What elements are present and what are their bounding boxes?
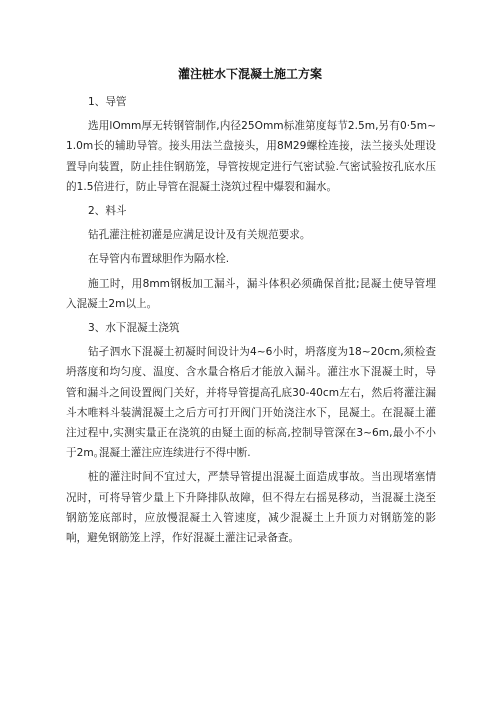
paragraph: 施工时，用8mm钢板加工漏斗，漏斗体积必须确保首批;昆凝土使导管埋入混凝土2m以上。 [66, 277, 436, 310]
section-heading: 1、导管 [88, 96, 127, 108]
section-hopper [66, 201, 436, 314]
section-heading: 2、料斗 [88, 205, 127, 218]
section-conduit [66, 92, 436, 197]
paragraph: 在导管内布置球胆作为隔水栓. [88, 253, 230, 266]
paragraph: 桩的灌注时间不宜过大，严禁导管提出混凝土面造成事故。当出现堵塞情况时，可将导管少量上下升降排队故障，但不得左右摇晃移动，当混凝土浇至钢筋笼底部时，应放慢混凝土入管速度，减少混凝土上升顶力对钢筋笼的影响，避免钢筋笼上浮，作好混凝土灌注记录备查。 [66, 471, 436, 545]
document-title: 灌注桩水下混凝土施工方案 [177, 67, 322, 81]
section-heading: 3、水下混凝土浇筑 [88, 322, 180, 335]
paragraph: 钻孔灌注桩初灌是应满足设计及有关规范要求。 [88, 229, 311, 242]
paragraph: 钻孑泗水下混凝土初凝时间设计为4~6小时，坍落度为18~20cm,须检查坍落度和均匀度、温度、含水量合格后才能放入漏斗。灌注水下混凝土时，导管和漏斗之间设置阀门关好，并将导管提高孔底30-40cm左右，然后将灌注漏斗木唯料斗装满混凝土之后方可打开阀门开始浇注水下，昆凝土。在混凝土灌注过程中,实测实量正在浇筑的由疑土面的标高,控制导管深在3~6m,最小不小于2m｡混凝土灌注应连续进行不得中断. [66, 346, 436, 460]
document-body [66, 88, 436, 552]
paragraph: 选用lOmm厚无转钢管制作,内径25Omm标准第度每节2.5m,另有0·5m~1.0m长的辅助导管。接头用法兰盘接头，用8M29螺栓连接，法兰接头处理设置导向装置，防止挂住钢筋笼，导管按规定进行气密试验.气密试验按孔底水压的1.5倍进行，防止导管在混凝土浇筑过程中爆裂和漏水。 [66, 120, 436, 193]
section-underwater-concrete [66, 318, 436, 548]
